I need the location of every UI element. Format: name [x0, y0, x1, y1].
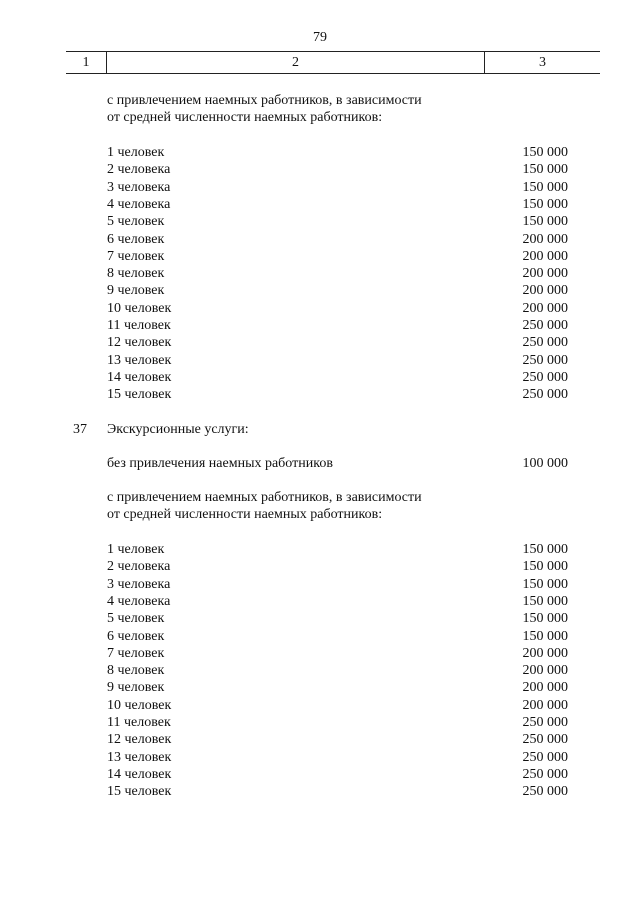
row-label: 2 человека: [107, 162, 171, 178]
row-label: 8 человек: [107, 266, 165, 282]
row-value: 200 000: [522, 697, 568, 713]
row-label: 12 человек: [107, 732, 172, 748]
row-value: 150 000: [522, 593, 568, 609]
table-row: [0, 714, 640, 731]
table-header-row: [66, 51, 600, 74]
table-row: [0, 369, 640, 386]
table-row: [0, 662, 640, 679]
table-row: [0, 161, 640, 178]
section-a-intro-line-1: с привлечением наемных работников, в зависимости: [107, 93, 422, 108]
row-value: 200 000: [522, 231, 568, 247]
table-row: [0, 576, 640, 593]
row-value: 200 000: [522, 663, 568, 679]
row-label: 15 человек: [107, 387, 172, 403]
table-row: [0, 749, 640, 766]
row-value: 150 000: [522, 559, 568, 575]
item-number: 37: [73, 422, 87, 437]
table-row: [0, 697, 640, 714]
row-value: 250 000: [522, 715, 568, 730]
row-value: 250 000: [522, 318, 568, 333]
table-row: [0, 645, 640, 662]
table-row: [0, 783, 640, 800]
without-hired-value: 100 000: [522, 456, 568, 471]
row-label: 8 человек: [107, 663, 165, 679]
row-value: 200 000: [522, 300, 568, 316]
table-row: [0, 558, 640, 575]
row-label: 4 человека: [107, 196, 171, 212]
row-label: 7 человек: [107, 248, 165, 264]
row-label: 10 человек: [107, 697, 172, 713]
table-row: [0, 213, 640, 230]
without-hired-row: [0, 455, 640, 472]
table-row: [0, 248, 640, 265]
row-value: 150 000: [522, 542, 568, 557]
row-value: 150 000: [522, 628, 568, 644]
row-value: 150 000: [522, 576, 568, 592]
row-label: 13 человек: [107, 749, 172, 765]
row-label: 9 человек: [107, 283, 165, 299]
row-label: 7 человек: [107, 645, 165, 661]
row-value: 200 000: [522, 283, 568, 299]
table-row: [0, 610, 640, 627]
row-value: 250 000: [522, 766, 568, 782]
row-value: 150 000: [522, 162, 568, 178]
item-37-intro-line-2: от средней численности наемных работников:: [107, 507, 383, 522]
table-row: [0, 144, 640, 161]
table-row: [0, 766, 640, 783]
row-label: 6 человек: [107, 628, 165, 644]
row-value: 250 000: [522, 784, 568, 800]
row-label: 11 человек: [107, 318, 171, 333]
table-row: [0, 628, 640, 645]
row-label: 14 человек: [107, 369, 172, 385]
table-row: [0, 179, 640, 196]
row-label: 3 человека: [107, 179, 171, 195]
row-value: 150 000: [522, 611, 568, 627]
column-header-1: 1: [66, 52, 107, 73]
row-value: 150 000: [522, 214, 568, 230]
row-label: 10 человек: [107, 300, 172, 316]
row-value: 200 000: [522, 645, 568, 661]
table-row: [0, 386, 640, 403]
table-row: [0, 282, 640, 299]
section-a-intro-line-2: от средней численности наемных работников:: [107, 110, 383, 125]
row-value: 250 000: [522, 352, 568, 368]
row-value: 250 000: [522, 335, 568, 351]
row-label: 2 человека: [107, 559, 171, 575]
row-label: 15 человек: [107, 784, 172, 800]
row-label: 14 человек: [107, 766, 172, 782]
table-row: [0, 196, 640, 213]
table-row: [0, 352, 640, 369]
table-row: [0, 679, 640, 696]
column-header-3: 3: [539, 54, 546, 70]
table-row: [0, 265, 640, 282]
row-label: 13 человек: [107, 352, 172, 368]
row-label: 12 человек: [107, 335, 172, 351]
row-value: 200 000: [522, 680, 568, 696]
row-label: 1 человек: [107, 542, 165, 557]
row-label: 11 человек: [107, 715, 171, 730]
row-value: 200 000: [522, 248, 568, 264]
row-value: 200 000: [522, 266, 568, 282]
row-label: 5 человек: [107, 611, 165, 627]
row-value: 150 000: [522, 145, 568, 160]
column-header-2: 2: [107, 52, 485, 73]
table-row: [0, 334, 640, 351]
table-row: [0, 231, 640, 248]
row-label: 4 человека: [107, 593, 171, 609]
row-value: 150 000: [522, 196, 568, 212]
row-label: 3 человека: [107, 576, 171, 592]
item-title: Экскурсионные услуги:: [107, 422, 249, 437]
row-value: 250 000: [522, 749, 568, 765]
table-row: [0, 541, 640, 558]
row-value: 250 000: [522, 387, 568, 403]
row-label: 9 человек: [107, 680, 165, 696]
item-37-intro-line-1: с привлечением наемных работников, в зависимости: [107, 490, 422, 505]
table-row: [0, 300, 640, 317]
row-label: 5 человек: [107, 214, 165, 230]
row-label: 6 человек: [107, 231, 165, 247]
page-number: 79: [313, 30, 327, 45]
table-row: [0, 731, 640, 748]
without-hired-label: без привлечения наемных работников: [107, 456, 333, 471]
table-row: [0, 317, 640, 334]
row-value: 250 000: [522, 732, 568, 748]
row-label: 1 человек: [107, 145, 165, 160]
table-row: [0, 593, 640, 610]
row-value: 150 000: [522, 179, 568, 195]
row-value: 250 000: [522, 369, 568, 385]
